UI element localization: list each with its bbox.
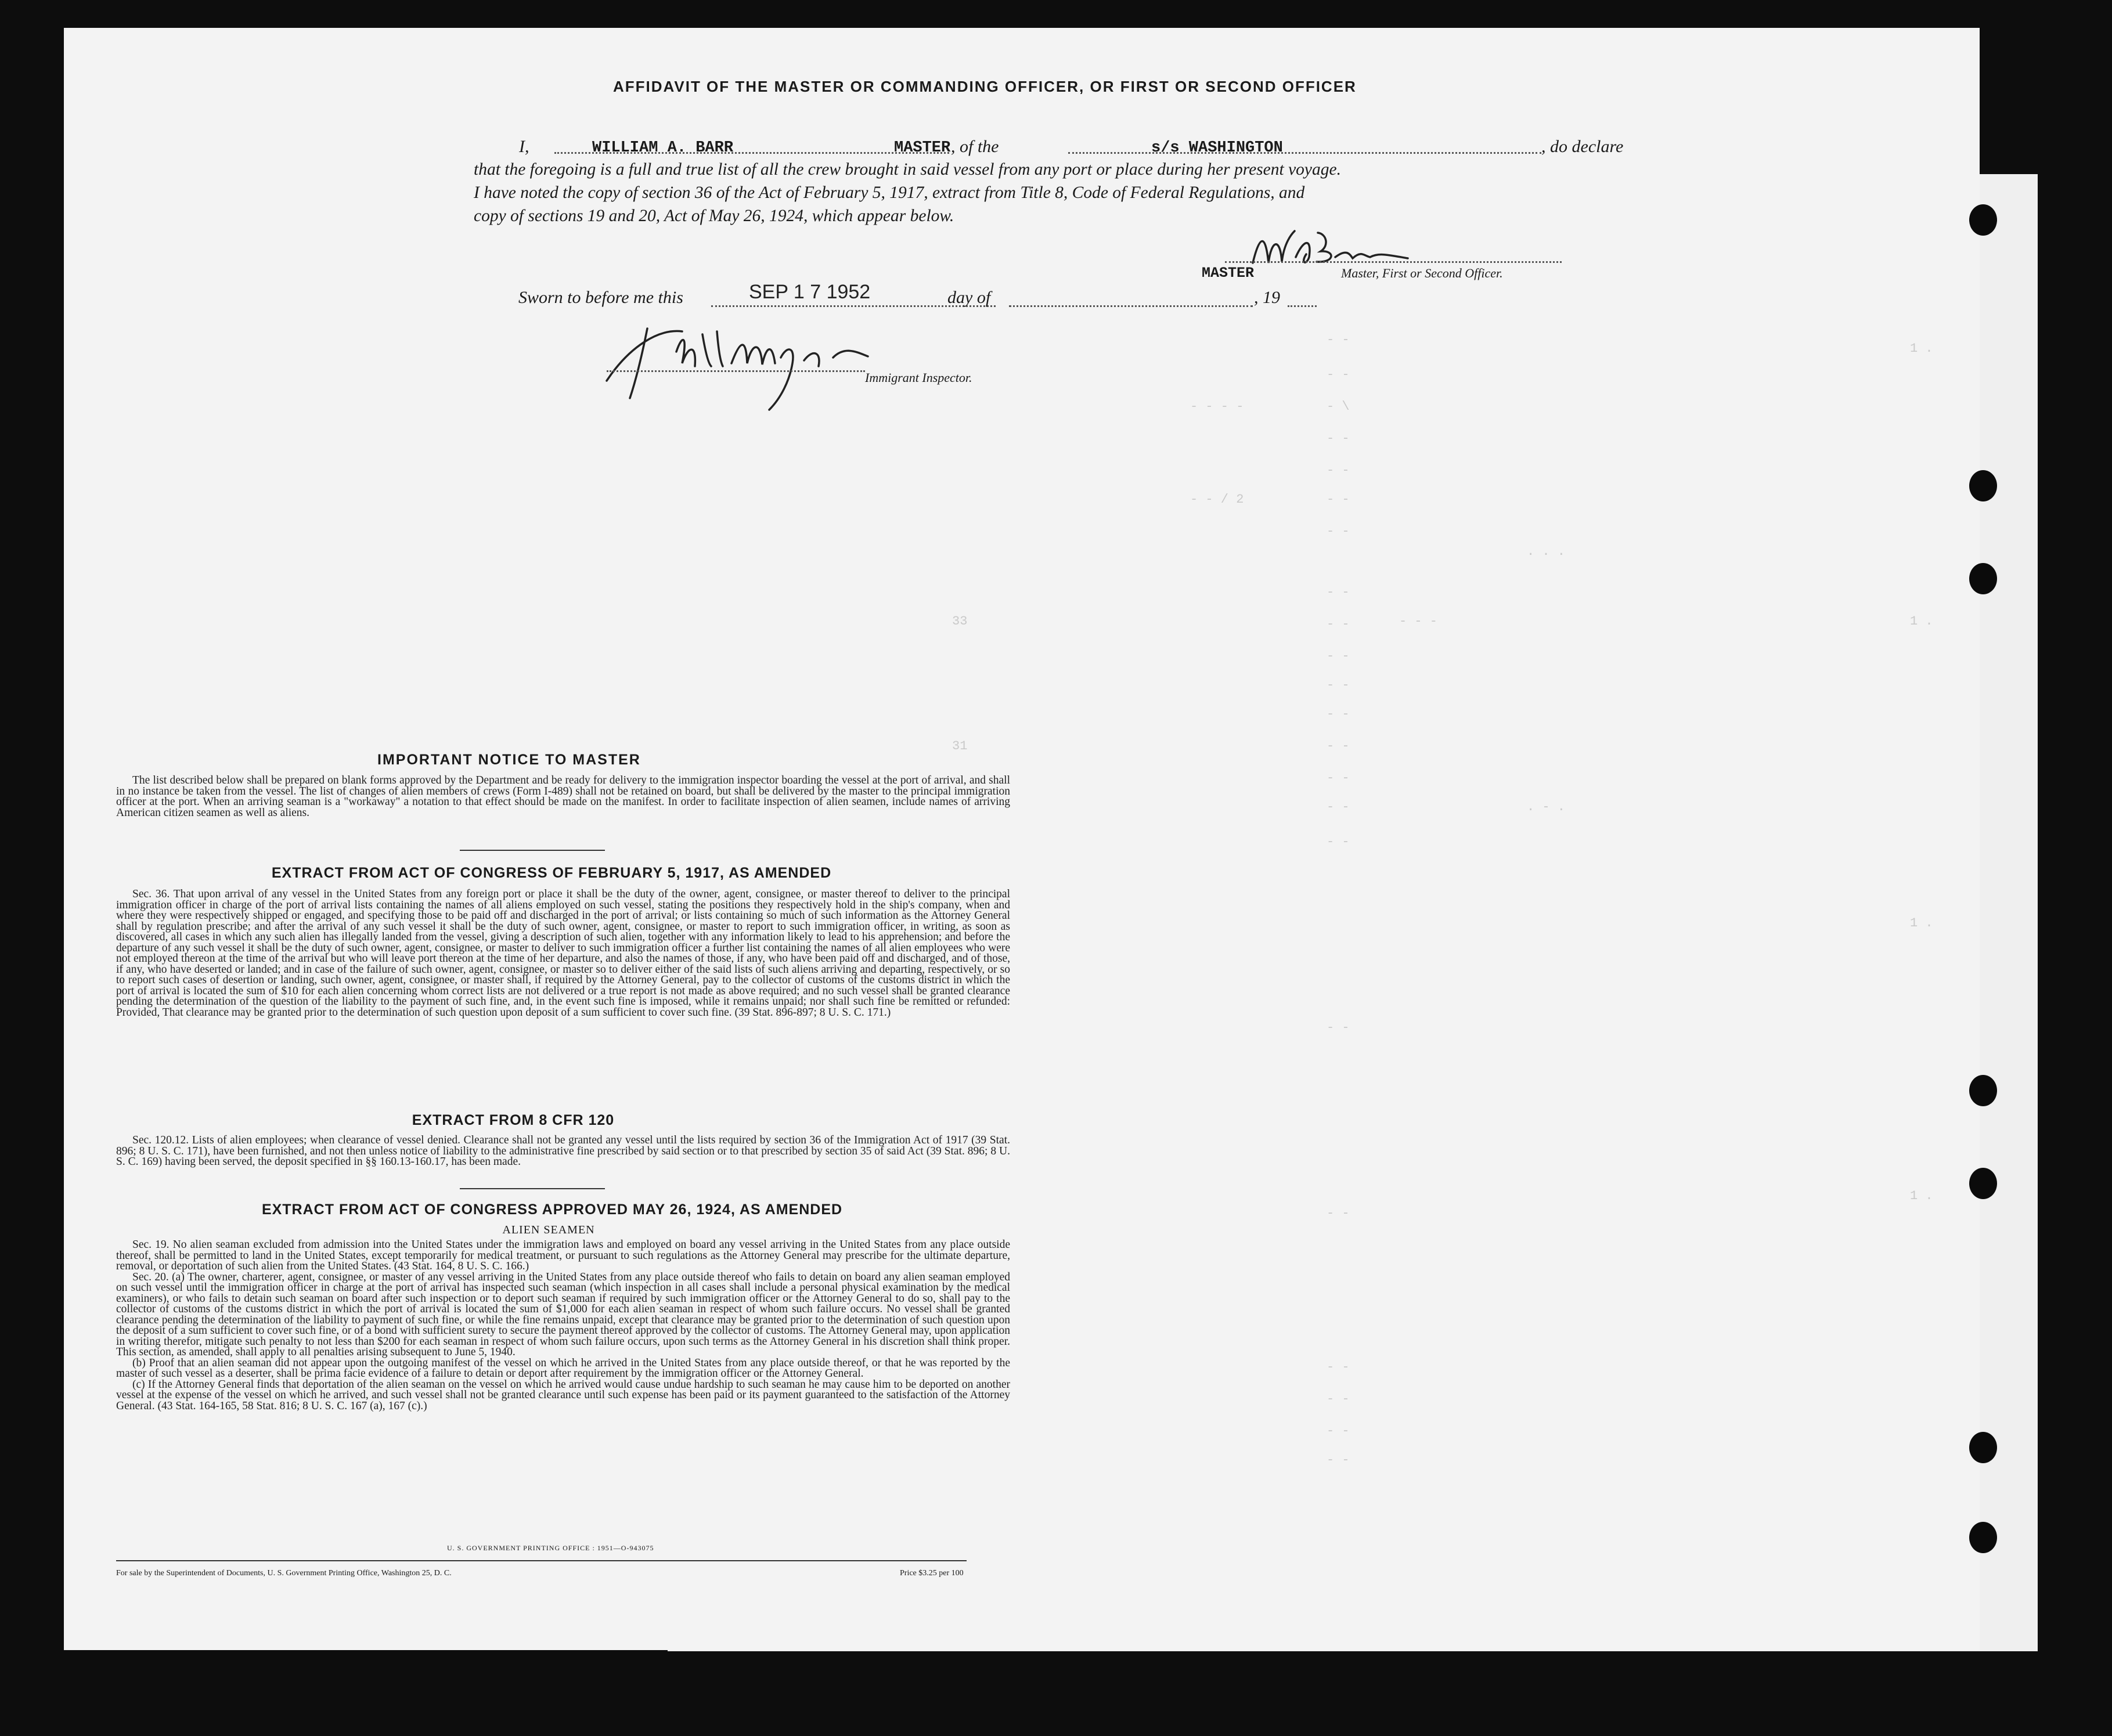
- sworn-date-stamp: SEP 1 7 1952: [749, 281, 871, 303]
- affidavit-pronoun: I,: [519, 137, 529, 156]
- divider: [460, 850, 605, 851]
- binder-hole: [1969, 470, 1997, 501]
- binder-hole: [1969, 563, 1997, 594]
- day-of-text: day of: [947, 288, 991, 307]
- master-name: WILLIAM A. BARR: [592, 139, 734, 157]
- affidavit-line-2: that the foregoing is a full and true list of all the crew brought in said vessel from any port or place during her present voyage.: [474, 160, 1341, 179]
- inspector-caption: Immigrant Inspector.: [865, 370, 972, 385]
- sale-notice: For sale by the Superintendent of Documents, U. S. Government Printing Office, Washington 25, D. C.: [116, 1569, 452, 1578]
- notice-section: [116, 775, 1010, 818]
- section-20a-text: Sec. 20. (a) The owner, charterer, agent, consignee, or master of any vessel arriving in the United States from any place outside thereof who fails to detain on board any alien seaman employed on such vessel until the immigration officer in charge at the port of arrival has inspected such seaman (which inspection in all cases shall include a personal physical examination by the medical examiners), or who fails to detain such seaman on board after such inspection or to deport such seaman if required by such immigration officer or the Attorney General to do so, shall pay to the collector of customs of the customs district in which the port of arrival is located the sum of $1,000 for each alien seaman in respect of whom such failure occurs. No vessel shall be granted clearance pending the determination of the liability to payment of such fine, or while the fine remains unpaid, except that clearance may be granted prior to the determination of such question upon the deposit of a sum sufficient to cover such fine, or of a bond with sufficient surety to secure the payment thereof approved by the collector of customs. The Attorney General may, upon application in writing therefor, mitigate such penalty to not less than $200 for each seaman in respect of whom such failure occurs, upon such terms as the Attorney General in his discretion shall think proper. This section, as amended, shall apply to all penalties arising subsequent to June 5, 1940.: [116, 1271, 1010, 1358]
- binder-hole: [1969, 204, 1997, 236]
- extract-1924-section: [116, 1240, 1010, 1412]
- price-notice: Price $3.25 per 100: [900, 1569, 964, 1578]
- month-line: [1009, 305, 1253, 307]
- section-20c-text: (c) If the Attorney General finds that deportation of the alien seaman on the vessel on which he arrived would cause undue hardship to such seaman he may cause him to be deported on another vessel at the expense of the vessel on which he arrived, and such vessel shall not be granted clearance until such expense has been paid or its payment guaranteed to the satisfaction of the Attorney General. (43 Stat. 164-165, 58 Stat. 816; 8 U. S. C. 167 (a), 167 (c).): [116, 1378, 1010, 1412]
- do-declare-text: , do declare: [1541, 137, 1624, 156]
- extract-1917-section: [116, 889, 1010, 1018]
- section-20b-text: (b) Proof that an alien seaman did not appear upon the outgoing manifest of the vessel on which he arrived in the United States from any place outside thereof, or that he was reported by the master of such vessel as a deserter, shall be prima facie evidence of a failure to detain or deport after requirement by the immigration officer or the Attorney General.: [116, 1356, 1010, 1380]
- of-the-text: , of the: [951, 137, 999, 156]
- inspector-signature: [595, 311, 920, 427]
- affidavit-line-3: I have noted the copy of section 36 of the Act of February 5, 1917, extract from Title 8, Code of Federal Regulations, and: [474, 183, 1305, 202]
- vessel-name: s/s WASHINGTON: [1151, 139, 1283, 157]
- binder-hole: [1969, 1432, 1997, 1463]
- affidavit-line-4: copy of sections 19 and 20, Act of May 26, 1924, which appear below.: [474, 207, 954, 225]
- signer-rank: MASTER: [1202, 265, 1255, 281]
- sworn-text: Sworn to before me this: [518, 288, 683, 307]
- alien-seamen-subtitle: ALIEN SEAMEN: [502, 1223, 595, 1236]
- section-19-text: Sec. 19. No alien seaman excluded from admission into the United States under the immigration laws and employed on board any vessel arriving in the United States from any place outside thereof, shall be permitted to land in the United States, except temporarily for medical treatment, or pursuant to such regulations as the Attorney General may prescribe for the ultimate departure, removal, or deportation of such alien from the United States. (43 Stat. 164, 8 U. S. C. 166.): [116, 1239, 1010, 1272]
- affidavit-title: AFFIDAVIT OF THE MASTER OR COMMANDING OFFICER, OR FIRST OR SECOND OFFICER: [613, 78, 1357, 95]
- extract-cfr-title: EXTRACT FROM 8 CFR 120: [412, 1112, 615, 1128]
- document-page: - - - - - \ - - - - - - - - - - - - - - - - - - - - - - - - - - - - - - - - - - - - - - - - - - - - / 2 33 31 - - - . - . . . . 1 . 1 . 1 . 1 . AFFIDAVIT OF THE MASTER OR COMMANDING OFFICER, OR FIRST OR SECOND OFFICER I, WILLIAM A. BARR MASTER , of the s/s WASHINGTON , do declare that the foregoing is a full and true list of all the crew brought in said vessel from any port or place during her present voyage. I have noted the copy of section 36 of the Act of February 5, 1917, extract from Title 8, Code of Federal Regulations, and copy of sections 19 and 20, Act of May 26, 1924, which appear below. MASTER Master, First or Second Officer. Sworn to before me this SEP 1 7 1952 day of , 19 Immigrant Inspector. IMPORTANT NOTICE TO MASTER The list described below shall be prepared on blank forms approved by the Department and be ready for delivery to the immigration inspector boarding the vessel at the port of arrival, and shall in no instance be taken from the vessel. The list of changes of alien members of crews (Form I-489) shall not be retained on board, but shall be delivered by the master to the principal immigration officer at the port. When an arriving seaman is a "workaway" a notation to that effect should be made on the manifest. In order to facilitate inspection of alien seamen, include names of arriving American citizen seamen as well as aliens. EXTRACT FROM ACT OF CONGRESS OF FEBRUARY 5, 1917, AS AMENDED Sec. 36. That upon arrival of any vessel in the United States from any foreign port or place it shall be the duty of the owner, agent, consignee, or master thereof to deliver to the principal immigration officer in charge of the port of arrival lists containing the names of all aliens employed on such vessel, stating the positions they respectively hold in the ship's company, when and where they were respectively shipped or engaged, and specifying those to be paid off and discharged in the port of arrival; or lists containing so much of such information as the Attorney General shall by regulation prescribe; and after the arrival of any such vessel it shall be the duty of such owner, agent, consignee, or master to report to such immigration officer, in writing, as soon as discovered, all cases in which any such alien has illegally landed from the vessel, giving a description of such alien, together with any information likely to lead to his apprehension; and before the departure of any such vessel it shall be the duty of such owner, agent, consignee, or master to deliver to such immigration officer a further list containing the names of all alien employees who were not employed thereon at the time of the arrival but who will leave port thereon at the time of her departure, and also the names of those, if any, who have been paid off and discharged, and of those, if any, who have deserted or landed; and in case of the failure of such owner, agent, consignee, or master so to deliver either of the said lists of such aliens arriving and departing, respectively, or so to report such cases of desertion or landing, such owner, agent, consignee, or master shall, if required by the Attorney General, pay to the collector of customs of the customs district in which the port of arrival is located the sum of $10 for each alien concerning whom correct lists are not delivered or a true report is not made as above required; and no such vessel shall be granted clearance pending the determination of the question of the liability to the payment of such fine, and, in the event such fine is imposed, while it remains unpaid; nor shall such fine be remitted or refunded: Provided, That clearance may be granted prior to the determination of such question upon deposit of a sum sufficient to cover such fine. (39 Stat. 896-897; 8 U. S. C. 171.) EXTRACT FROM 8 CFR 120 Sec. 120.12. Lists of alien employees; when clearance of vessel denied. Clearance shall not be granted any vessel until the lists required by section 36 of the Immigration Act of 1917 (39 Stat. 896; 8 U. S. C. 171), have been furnished, and not then unless notice of liability to the administrative fine prescribed by said section or to that prescribed by section 35 of said Act (39 Stat. 896; 8 U. S. C. 169) having been served, the deposit specified in §§ 160.13-160.17, has been made. EXTRACT FROM ACT OF CONGRESS APPROVED MAY 26, 1924, AS AMENDED ALIEN SEAMEN Sec. 19. No alien seaman excluded from admission into the United States under the immigration laws and employed on board any vessel arriving in the United States from any place outside thereof, shall be permitted to land in the United States, except temporarily for medical treatment, or pursuant to such regulations as the Attorney General may prescribe for the ultimate departure, removal, or deportation of such alien from the United States. (43 Stat. 164, 8 U. S. C. 166.) Sec. 20. (a) The owner, charterer, agent, consignee, or master of any vessel arriving in the United States from any place outside thereof who fails to detain on board any alien seaman employed on such vessel until the immigration officer in charge at the port of arrival has inspected such seaman (which inspection in all cases shall include a personal physical examination by the medical examiners), or who fails to detain such seaman on board after such inspection or to deport such seaman if required by such immigration officer or the Attorney General to do so, shall pay to the collector of customs of the customs district in which the port of arrival is located the sum of $1,000 for each alien seaman in respect of whom such failure occurs. No vessel shall be granted clearance pending the determination of the liability to payment of such fine, or while the fine remains unpaid, except that clearance may be granted prior to the determination of such question upon the deposit of a sum sufficient to cover such fine, or of a bond with sufficient surety to secure the payment thereof approved by the collector of customs. The Attorney General may, upon application in writing therefor, mitigate such penalty to not less than $200 for each seaman in respect of whom such failure occurs, upon such terms as the Attorney General in his discretion shall think proper. This section, as amended, shall apply to all penalties arising subsequent to June 5, 1940. (b) Proof that an alien seaman did not appear upon the outgoing manifest of the vessel on which he arrived in the United States from any place outside thereof, or that he was reported by the master of such vessel as a deserter, shall be prima facie evidence of a failure to detain or deport after requirement by the immigration officer or the Attorney General. (c) If the Attorney General finds that deportation of the alien seaman on the vessel on which he arrived would cause undue hardship to such seaman he may cause him to be deported on another vessel at the expense of the vessel on which he arrived, and such vessel shall not be granted clearance until such expense has been paid or its payment guaranteed to the satisfaction of the Attorney General. (43 Stat. 164-165, 58 Stat. 816; 8 U. S. C. 167 (a), 167 (c).) U. S. GOVERNMENT PRINTING OFFICE : 1951—O-943075 For sale by the Superintendent of Documents, U. S. Government Printing Office, Washington 25, D. C. Price $3.25 per 100: [64, 28, 1980, 1650]
- inspector-line: [607, 370, 865, 372]
- binder-hole: [1969, 1075, 1997, 1106]
- section-120-12-text: Sec. 120.12. Lists of alien employees; when clearance of vessel denied. Clearance shall not be granted any vessel until the lists required by section 36 of the Immigration Act of 1917 (39 Stat. 896; 8 U. S. C. 171), have been furnished, and not then unless notice of liability to the administrative fine prescribed by said section or to that prescribed by section 35 of said Act (39 Stat. 896; 8 U. S. C. 169) having been served, the deposit specified in §§ 160.13-160.17, has been made.: [116, 1134, 1010, 1168]
- section-36-text: Sec. 36. That upon arrival of any vessel in the United States from any foreign port or place it shall be the duty of the owner, agent, consignee, or master thereof to deliver to the principal immigration officer in charge of the port of arrival lists containing the names of all aliens employed on such vessel, stating the positions they respectively hold in the ship's company, when and where they were respectively shipped or engaged, and specifying those to be paid off and discharged in the port of arrival; or lists containing so much of such information as the Attorney General shall by regulation prescribe; and after the arrival of any such vessel it shall be the duty of such owner, agent, consignee, or master to report to such immigration officer, in writing, as soon as discovered, all cases in which any such alien has illegally landed from the vessel, giving a description of such alien, together with any information likely to lead to his apprehension; and before the departure of any such vessel it shall be the duty of such owner, agent, consignee, or master to deliver to such immigration officer a further list containing the names of all alien employees who were not employed thereon at the time of the arrival but who will leave port thereon at the time of her departure, and also the names of those, if any, who have been paid off and discharged, and of those, if any, who have deserted or landed; and in case of the failure of such owner, agent, consignee, or master so to deliver either of the said lists of such aliens arriving and departing, respectively, or so to report such cases of desertion or landing, such owner, agent, consignee, or master shall, if required by the Attorney General, pay to the collector of customs of the customs district in which the port of arrival is located the sum of $10 for each alien concerning whom correct lists are not delivered or a true report is not made as above required; and no such vessel shall be granted clearance pending the determination of the question of the liability to the payment of such fine, and, in the event such fine is imposed, while it remains unpaid; nor shall such fine be remitted or refunded: Provided, That clearance may be granted prior to the determination of such question upon deposit of a sum sufficient to cover such fine. (39 Stat. 896-897; 8 U. S. C. 171.): [116, 888, 1010, 1019]
- vessel-line: [1068, 152, 1541, 154]
- signature-line: [1225, 261, 1562, 263]
- year-prefix: , 19: [1254, 288, 1280, 307]
- extract-1924-title: EXTRACT FROM ACT OF CONGRESS APPROVED MAY 26, 1924, AS AMENDED: [261, 1201, 843, 1218]
- extract-1917-title: EXTRACT FROM ACT OF CONGRESS OF FEBRUARY 5, 1917, AS AMENDED: [271, 865, 832, 881]
- signer-caption: Master, First or Second Officer.: [1341, 266, 1503, 280]
- master-signature: [1248, 222, 1411, 298]
- divider: [460, 1188, 605, 1189]
- notice-body: The list described below shall be prepared on blank forms approved by the Department and be ready for delivery to the immigration inspector boarding the vessel at the port of arrival, and shall in no instance be taken from the vessel. The list of changes of alien members of crews (Form I-489) shall not be retained on board, but shall be delivered by the master to the principal immigration officer at the port. When an arriving seaman is a "workaway" a notation to that effect should be made on the manifest. In order to facilitate inspection of alien seamen, include names of arriving American citizen seamen as well as aliens.: [116, 774, 1010, 819]
- year-line: [1288, 305, 1317, 307]
- master-rank: MASTER: [894, 139, 951, 157]
- footer-rule: [116, 1560, 967, 1561]
- binder-hole: [1969, 1168, 1997, 1199]
- gpo-imprint: U. S. GOVERNMENT PRINTING OFFICE : 1951—O-943075: [447, 1544, 654, 1552]
- binder-hole: [1969, 1522, 1997, 1553]
- notice-title: IMPORTANT NOTICE TO MASTER: [377, 752, 641, 768]
- extract-cfr-section: [116, 1135, 1010, 1168]
